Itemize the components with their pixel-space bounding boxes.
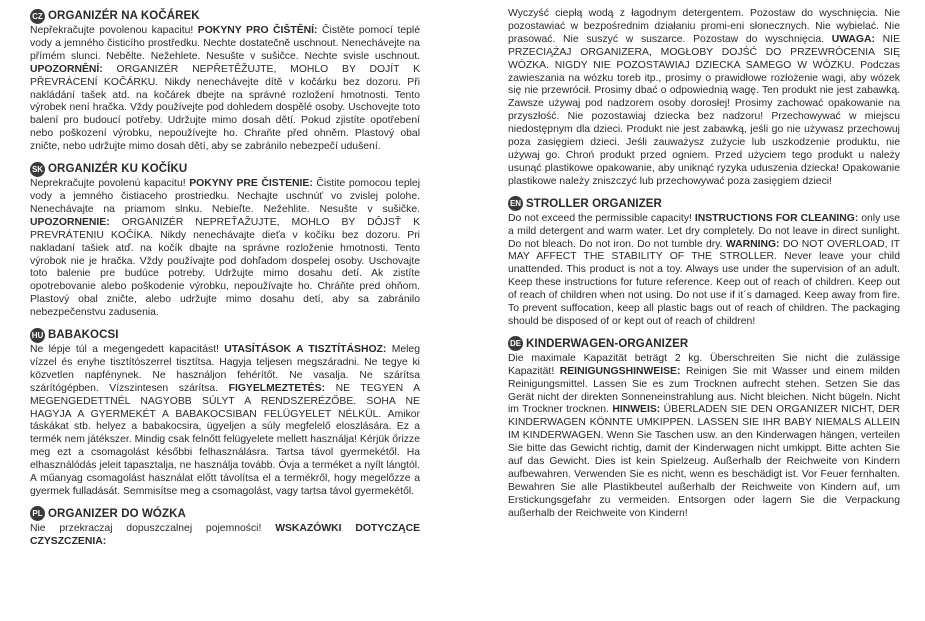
cleaning-text: Čistite pomocou teplej vody a jemného čistiaceho prostriedku. Nechajte uschnúť vo zvislej polohe. Nenechávajte na priamom slnku. Nebieľte. Nežehlite. Nesušte v sušičke. bbox=[30, 178, 421, 215]
cleaning-text: Meleg vízzel és enyhe tisztítószerrel tisztítsa. Hagyja teljesen megszáradni. Ne tegye ki közvetlen napfénynek. Ne használjon fehérítőt. Ne vasalja. Ne szárítsa szárítógépben. Vízszintesen szárítsa. bbox=[30, 344, 420, 394]
cleaning-heading: INSTRUCTIONS FOR CLEANING: bbox=[694, 212, 859, 224]
section-body bbox=[30, 178, 420, 320]
section-body bbox=[508, 213, 900, 329]
warning-heading: WARNING: bbox=[725, 238, 780, 250]
cleaning-text: only use a mild detergent and warm water. Let dry completely. Do not leave in direct sunlight. Do not bleach. Do not iron. Do not tumble dry. bbox=[508, 212, 900, 250]
section-body bbox=[30, 25, 420, 154]
section-title: ORGANIZÉR NA KOČÁREK bbox=[48, 10, 200, 22]
capacity-text: Ne lépje túl a megengedett kapacitást! bbox=[30, 344, 219, 356]
section-de bbox=[508, 336, 900, 521]
section-title: STROLLER ORGANIZER bbox=[526, 197, 662, 210]
warning-heading: UPOZORNENIE: bbox=[30, 216, 110, 228]
capacity-text: Die maximale Kapazität beträgt 2 kg. Überschreiten Sie nicht die zulässige Kapazität! bbox=[508, 352, 900, 377]
warning-heading: UPOZORNĚNÍ: bbox=[30, 63, 103, 75]
section-heading bbox=[508, 336, 900, 352]
section-heading bbox=[30, 161, 420, 177]
language-badge-cz: CZ bbox=[30, 9, 45, 24]
right-column bbox=[508, 8, 900, 528]
warning-text: ORGANIZÉR NEPŘETĚŽUJTE, MOHLO BY DOJÍT K PŘEVRÁCENÍ KOČÁRKU. Nikdy nenechávejte dítě v kočárku bez dozoru. Při nakládání tašek atd. na kočárek dbejte na správné rozložení hmotnosti. Tento výrobek není hračka. Vždy používejte pod dohledem dospělé osoby. Uschovejte toto balení pro budoucí potřeby. Udržujte mimo dosah dětí. Pokud zjistíte opotřebení nebo poškození výrobku, nepoužívejte ho. Chraňte před ohněm. Plastový obal zničte, nebo udržujte mimo dosah dětí, aby se zabránilo nebezpečí udušení. bbox=[30, 63, 420, 153]
language-badge-hu: HU bbox=[30, 328, 45, 343]
section-hu bbox=[30, 327, 420, 499]
capacity-text: Nie przekraczaj dopuszczalnej pojemności! bbox=[30, 522, 262, 534]
section-body bbox=[508, 8, 900, 189]
warning-heading: FIGYELMEZTETÉS: bbox=[228, 382, 325, 394]
capacity-text: Neprekračujte povolenú kapacitu! bbox=[30, 178, 186, 190]
warning-heading: UWAGA: bbox=[831, 33, 875, 45]
cleaning-text: Čistěte pomocí teplé vody a jemného čisticího prostředku. Nechte dostatečně uschnout. Nenechávejte na přímém slunci. Nebělte. Nežehlete. Nesušte v sušičce. Nechte svisle uschnout. bbox=[30, 25, 421, 62]
section-body bbox=[30, 523, 420, 549]
warning-text: ORGANIZÉR NEPREŤAŽUJTE, MOHLO BY DÔJSŤ K PREVRÁTENIU KOČÍKA. Nikdy nenechávajte dieťa v kočíku bez dozoru. Pri nakladaní tašiek atď. na kočík dbajte na správne rozloženie hmotnosti. Tento výrobok nie je hračka. Vždy používajte pod dohľadom dospelej osoby. Uschovajte toto balenie pre budúce potreby. Udržujte mimo dosahu detí. Ak zistíte opotrebovanie alebo poškodenie výrobku, nepoužívajte ho. Chráňte pred ohňom. Plastový obal zničte, alebo udržujte mimo dosahu detí, aby sa zabránilo nebezpečenstvu zadusenia. bbox=[30, 216, 420, 319]
section-title: ORGANIZER DO WÓZKA bbox=[48, 507, 186, 520]
section-sk bbox=[30, 161, 420, 320]
section-heading bbox=[508, 196, 900, 212]
cleaning-heading: POKYNY PRE ČISTENIE: bbox=[189, 178, 313, 190]
warning-text: NIE PRZECIĄŻAJ ORGANIZERA, MOGŁOBY DOJŚĆ DO PRZEWRÓCENIA SIĘ WÓZKA. NIGDY NIE POZOSTAWIAJ DZIECKA SAMEGO W WÓZKU. Podczas zawieszania na wózku toreb itp., prosimy o prawidłowe rozłożenie wagi, aby wózek się nie przewrócił. Prosimy dbać o odpowiednią wagę. Ten produkt nie jest zabawką. Zawsze używaj pod nadzorem osoby dorosłej! Prosimy zachować opakowanie na przyszłość. Nie pozostawiaj dziecka bez nadzoru! Przechowywać w miejscu niedostępnym dla dzieci. Produkt nie jest zabawką, jeśli go nie używasz przechowuj poza zasięgiem dzieci. Jeśli zauważysz zużycie lub uszkodzenie produktu, nie używaj go. Chroń produkt przed ogniem. Przed użyciem tego produkt u należy usunąć plastikowe opakowanie, aby uniknąć ryzyka uduszenia dziecka! Opakowanie plastikowe należy zniszczyć lub przechowywać poza zasięgiem dzieci! bbox=[508, 33, 900, 187]
section-pl-continued bbox=[508, 8, 900, 189]
section-title: ORGANIZÉR KU KOČÍKU bbox=[48, 163, 188, 176]
cleaning-text: Reinigen Sie mit Wasser und einem milden Reinigungsmittel. Lassen Sie es zum Trocknen aufrecht stehen. Setzen Sie das Gerät nicht der direkten Sonneneinstrahlung aus. Nicht bleichen. Nicht bügeln. Nicht im Trockner trocknen. bbox=[508, 365, 901, 416]
section-body bbox=[30, 344, 420, 499]
language-badge-de: DE bbox=[508, 336, 523, 351]
cleaning-heading: UTASÍTÁSOK A TISZTÍTÁSHOZ: bbox=[224, 344, 387, 356]
section-title: BABAKOCSI bbox=[48, 329, 119, 342]
capacity-text: Do not exceed the permissible capacity! bbox=[508, 212, 692, 224]
cleaning-heading: REINIGUNGSHINWEISE: bbox=[559, 365, 681, 377]
section-heading bbox=[30, 327, 420, 343]
language-badge-sk: SK bbox=[30, 162, 45, 177]
section-pl-start bbox=[30, 506, 420, 549]
section-heading bbox=[30, 8, 420, 24]
cleaning-text: Wyczyść ciepłą wodą z łagodnym detergentem. Pozostaw do wyschnięcia. Nie pozostawiać w bezpośrednim działaniu promi-eni słonecznych. Nie wybielać. Nie prasować. Nie suszyć w suszarce. Pozostaw do wyschnięcia. bbox=[508, 8, 900, 45]
section-title: KINDERWAGEN-ORGANIZER bbox=[526, 337, 689, 350]
warning-text: ÜBERLADEN SIE DEN ORGANIZER NICHT, DER KINDERWAGEN KÖNNTE UMKIPPEN. LASSEN SIE IHR BABY NIEMALS ALLEIN IM KINDERWAGEN. Wenn Sie Taschen usw. an den Kinderwagen hängen, verteilen Sie bitte das Gewicht richtig, damit der Kinderwagen nicht umkippt. Bitte achten Sie auf das Gewicht. Dies ist kein Spielzeug. Außerhalb der Reichweite von Kindern aufbewahren. Verwenden Sie es nicht, wenn es beschädigt ist. Vor Feuer fernhalten. Bewahren Sie alle Plastikbeutel außerhalb der Reichweite von Kindern auf, um Erstickungsgefahr zu vermeiden. Entsorgen oder lagern Sie die Verpackung außerhalb der Reichweite von Kindern! bbox=[508, 404, 901, 519]
section-en bbox=[508, 196, 900, 329]
warning-text: DO NOT OVERLOAD, IT MAY AFFECT THE STABILITY OF THE STROLLER. Never leave your child unattended. This product is not a toy. Always use under the supervision of an adult. Keep these instructions for future reference. Keep out of reach of children. Keep out of reach of children when not using. Do not use if it´s damaged. Keep away from fire. To prevent suffocation, keep all plastic bags out of reach of children. The packaging should be disposed of or kept out of reach of children! bbox=[508, 238, 901, 327]
section-cz bbox=[30, 8, 420, 154]
language-badge-en: EN bbox=[508, 196, 523, 211]
section-body bbox=[508, 353, 900, 521]
section-heading bbox=[30, 506, 420, 522]
warning-heading: HINWEIS: bbox=[612, 404, 661, 416]
cleaning-heading: POKYNY PRO ČIŠTĚNÍ: bbox=[197, 25, 318, 36]
left-column bbox=[30, 8, 420, 556]
cleaning-heading: WSKAZÓWKI DOTYCZĄCE CZYSZCZENIA: bbox=[30, 522, 421, 547]
capacity-text: Nepřekračujte povolenou kapacitu! bbox=[30, 25, 194, 36]
language-badge-pl: PL bbox=[30, 506, 45, 521]
warning-text: NE TEGYEN A MEGENGEDETTNÉL NAGYOBB SÚLYT A RENDSZERÉZŐBE. SOHA NE HAGYJA A GYERMEKÉT A BABAKOCSIBAN FELÜGYELET NÉLKÜL. Amikor táskákat stb. helyez a babakocsira, ügyeljen a súly megfelelő eloszlására. Ez a termék nem játékszer. Mindig csak felnőtt felügyelete mellett használja! Kérjük őrizze meg ezt a csomagolást későbbi felhasználásra. Tartsa távol gyermekétől. Ha elhasználódás jeleit tapasztalja, ne használja tovább. Óvja a terméket a nyílt lángtól. A műanyag csomagolást használat előtt távolítsa el a termékről, hogy megelőzze a gyermek fulladását. Semmisítse meg a csomagolást, vagy tartsa távol gyermekétől. bbox=[30, 382, 420, 497]
